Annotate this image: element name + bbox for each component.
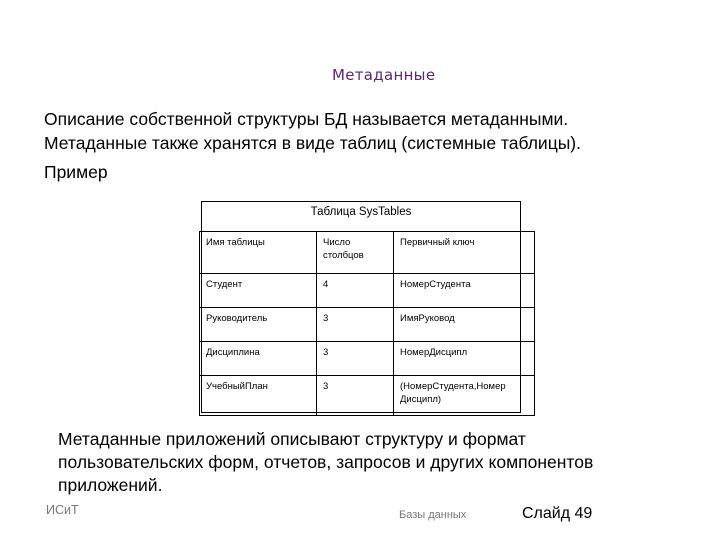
cell-column-count: 4: [317, 274, 394, 308]
example-label: Пример: [44, 162, 108, 182]
cell-table-name: Студент: [200, 274, 317, 308]
table-row: [200, 376, 535, 416]
cell-table-name: Дисциплина: [200, 342, 317, 376]
cell-column-count: 3: [317, 308, 394, 342]
cell-primary-key: (НомерСтудента,Номер Дисципл): [394, 376, 535, 416]
systables-table: [199, 231, 535, 416]
header-cell-table-name: Имя таблицы: [200, 232, 317, 274]
header-cell-column-count: Число столбцов: [317, 232, 394, 274]
cell-column-count: 3: [317, 342, 394, 376]
intro-line-1: Описание собственной структуры БД называется метаданными.: [44, 109, 569, 129]
header-cell-primary-key: Первичный ключ: [394, 232, 535, 274]
cell-column-count: 3: [317, 376, 394, 416]
table-caption: Таблица SysTables: [310, 206, 412, 218]
cell-primary-key: НомерДисципл: [394, 342, 535, 376]
cell-table-name: Руководитель: [200, 308, 317, 342]
intro-line-2: Метаданные также хранятся в виде таблиц (системные таблицы).: [44, 133, 581, 153]
footer-org-label: ИСиТ: [46, 503, 79, 517]
slide-number: Слайд 49: [522, 505, 593, 522]
outro-line-2: пользовательских форм, отчетов, запросов и других компонентов: [58, 452, 594, 472]
table-row: [200, 274, 535, 308]
cell-table-name: УчебныйПлан: [200, 376, 317, 416]
outro-line-1: Метаданные приложений описывают структуру и формат: [58, 429, 526, 449]
cell-primary-key: НомерСтудента: [394, 274, 535, 308]
table-row: [200, 342, 535, 376]
table-header-row: [200, 232, 535, 274]
slide-title: Метаданные: [332, 66, 436, 84]
table-row: [200, 308, 535, 342]
outro-paragraph: [58, 428, 593, 497]
cell-primary-key: ИмяРуковод: [394, 308, 535, 342]
footer-course-label: Базы данных: [399, 509, 467, 521]
outro-line-3: приложений.: [58, 475, 163, 495]
